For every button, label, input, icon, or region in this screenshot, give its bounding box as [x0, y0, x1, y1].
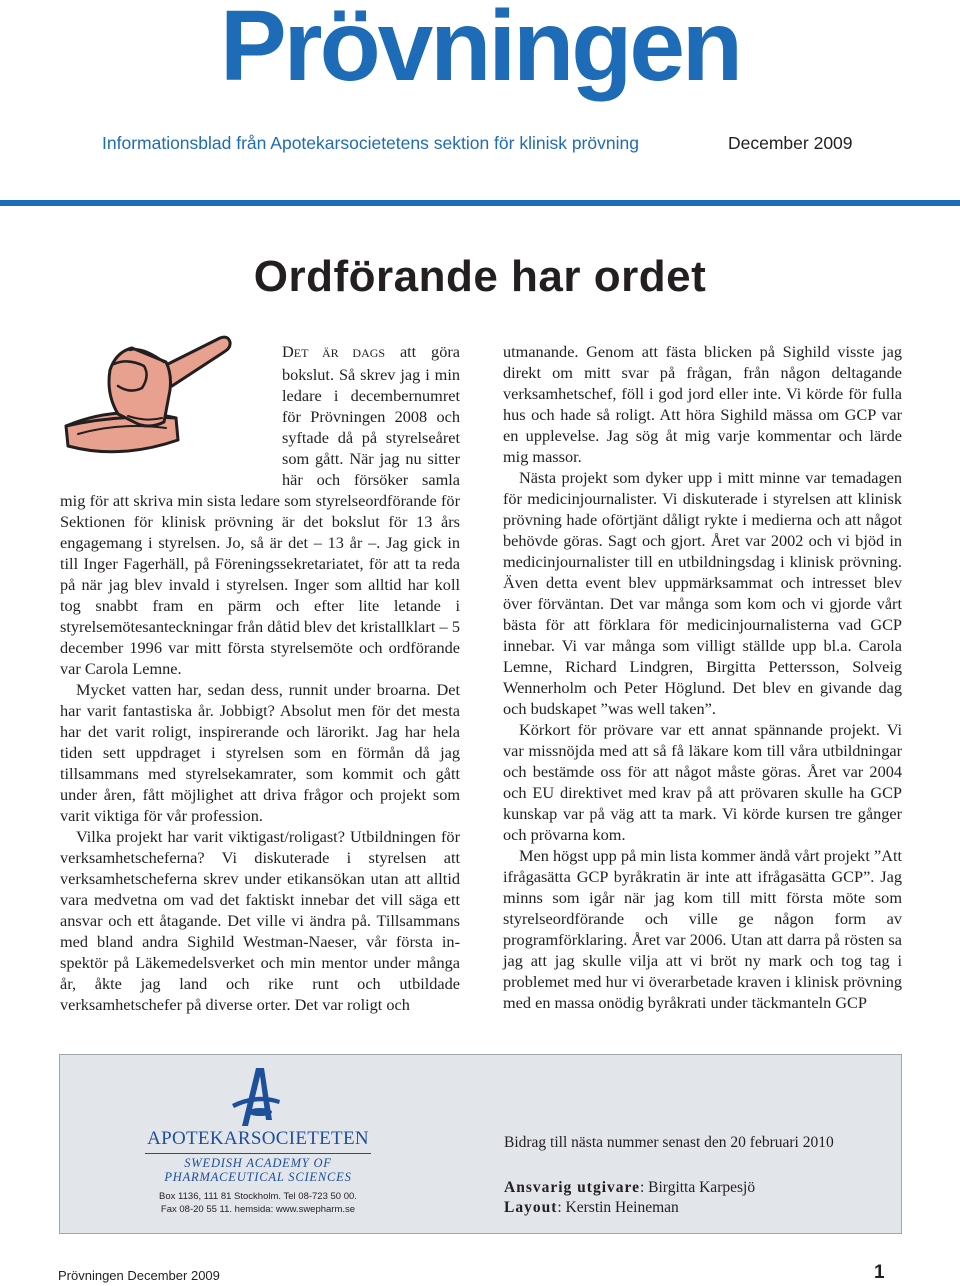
paragraph: Mycket vatten har, sedan dess, runnit under broarna. Det har varit fantastiska år. Jobbigt? Absolut men för det mesta har det varit roligt, inspirerande och lärorikt. Jag har hela tiden sett uppdraget i styrelsen som en förmån då jag tillsammans med styrelsekamrater, som kommit och gått under åren, fått möjlighet att driva frågor och projekt som varit viktiga för vår profession.: [60, 680, 460, 825]
paragraph: Nästa projekt som dyker upp i mitt minne var temadagen för medicinjournalister. Vi diskuterade i styrelsen att klinisk prövning hade oförtjänt dåligt rykte i medierna och att något behövde göras. Sagt och gjort. Året var 2002 och vi bjöd in medicinjournalister till en utbildningsdag i klinisk prövning. Även detta event blev uppmärksammat och intresset blev över förväntan. Det var många som kom och vi gjorde vårt bästa för att förklara för medicinjournalisterna vad GCP innebar. Vi var många som villigt ställde upp bl.a. Carola Lemne, Richard Lindgren, Birgitta Pettersson, Solveig Wennerholm och Peter Höglund. Det blev en givande dag och budskapet ”was well taken”.: [503, 468, 902, 718]
publisher-info: [504, 1178, 755, 1218]
address-line: Box 1136, 111 81 Stockholm. Tel 08-723 50 00.: [159, 1191, 357, 1202]
org-subtitle: [120, 1156, 396, 1184]
masthead-rule: [0, 200, 960, 206]
paragraph: utmanande. Genom att fästa blicken på Sighild visste jag direkt om mitt svar på frågan, från någon deltagande verksamhetschef, föll i god jord eller inte. Vi körde för fulla hus och hade så roligt. Att höra Sighild mässa om GCP var en upplevelse. Jag sög åt mig varje kommentar och lärde mig massor.: [503, 342, 902, 466]
article-headline: Ordförande har ordet: [253, 252, 707, 301]
paragraph: Men högst upp på min lista kommer ändå vårt projekt ”Att ifrågasätta GCP byråkratin är inte att ifrågasätta GCP”. Jag minns som igår när jag kom till mitt första möte som styrelseordförande och ville ge någon form av programförklaring. Året var 2006. Utan att darra på rösten sa jag att jag skulle vilja att vi bröt ny mark och tog tag i problemet med hur vi överarbetade kraven i klinisk prövning med en massa onödig byråkrati under täckmanteln GCP: [503, 846, 902, 1012]
paragraph: Vilka projekt har varit viktigast/roligast? Utbildningen för verksamhetscheferna? Vi diskuterade i styrelsen att verksamhetscheferna skrev under etikansökan utan att alltid vara medvetna om vad det faktiskt innebar det vill säga ett ansvar och ett åtagande. Det ville vi ändra på. Tillsammans med bland andra Sighild Westman-Naeser, vår första in-spektör på Läkemedelsverket och min mentor under många år, åkte jag land och rike runt och utbildade verksamhetschefer på diverse orter. Det var roligt och: [60, 827, 460, 1014]
org-name: APOTEKARSOCIETETEN: [147, 1128, 369, 1149]
contribution-deadline: Bidrag till nästa nummer senast den 20 februari 2010: [504, 1134, 834, 1151]
page-number: 1: [874, 1262, 885, 1283]
logo-divider: [145, 1153, 371, 1154]
publisher-line: [504, 1178, 755, 1198]
article-column-right: [503, 341, 902, 1013]
org-address: [120, 1190, 396, 1216]
lead-initial: D: [282, 342, 294, 361]
paragraph: Körkort för prövare var ett annat spännande projekt. Vi var missnöjda med att så få läkare kom till våra utbildningar och bestämde oss för att något måste göras. Året var 2004 och EU direktivet med krav på att prövaren skulle ha GCP kunskap var på väg att ta mark. Vi körde kursen tre gånger och prövarna kom.: [503, 720, 902, 844]
masthead-subtitle: Informationsblad från Apotekarsocietetens sektion för klinisk prövning: [102, 133, 639, 153]
org-subtitle-line: PHARMACEUTICAL SCIENCES: [164, 1170, 352, 1184]
issue-date: December 2009: [728, 133, 853, 153]
lead-small-caps: ET ÄR DAGS: [293, 346, 386, 360]
illustration-wrap-space: [60, 341, 282, 471]
layout-name: : Kerstin Heineman: [557, 1199, 679, 1216]
lead-text: att göra bokslut. Så skrev jag i min ledare i decembernumret för Prövningen 2008 och syftade då på styrelseåret som gått. När jag nu sitter här och försöker samla mig för att skriva min sista ledare som styrelseordförande för Sektionen för klinisk prövning är det bokslut för 13 års engagemang i styrelsen. Jo, så är det – 13 år –. Jag gick in till Inger Fagerhäll, på Föreningssekretariatet, för att ta reda på när jag blev invald i styrelsen. Inger som alltid har koll tog snabbt fram en pärm och efter lite letande i styrelsemötesanteckningar från dåtid blev det kristallklart – 5 december 1996 var mitt första styrelsemöte och ordförande var Carola Lemne.: [60, 342, 460, 678]
masthead-title: Prövningen: [219, 0, 741, 102]
layout-line: [504, 1198, 755, 1218]
publisher-label: Ansvarig utgivare: [504, 1179, 640, 1196]
apotekarsocieteten-logo-icon: [226, 1066, 284, 1128]
page-footer-title: Prövningen December 2009: [58, 1268, 220, 1283]
publisher-name: : Birgitta Karpesjö: [639, 1179, 756, 1196]
address-line: Fax 08-20 55 11. hemsida: www.swepharm.se: [160, 1204, 356, 1215]
layout-label: Layout: [504, 1199, 558, 1216]
article-column-left: [60, 341, 460, 1015]
org-subtitle-line: SWEDISH ACADEMY OF: [184, 1156, 332, 1170]
